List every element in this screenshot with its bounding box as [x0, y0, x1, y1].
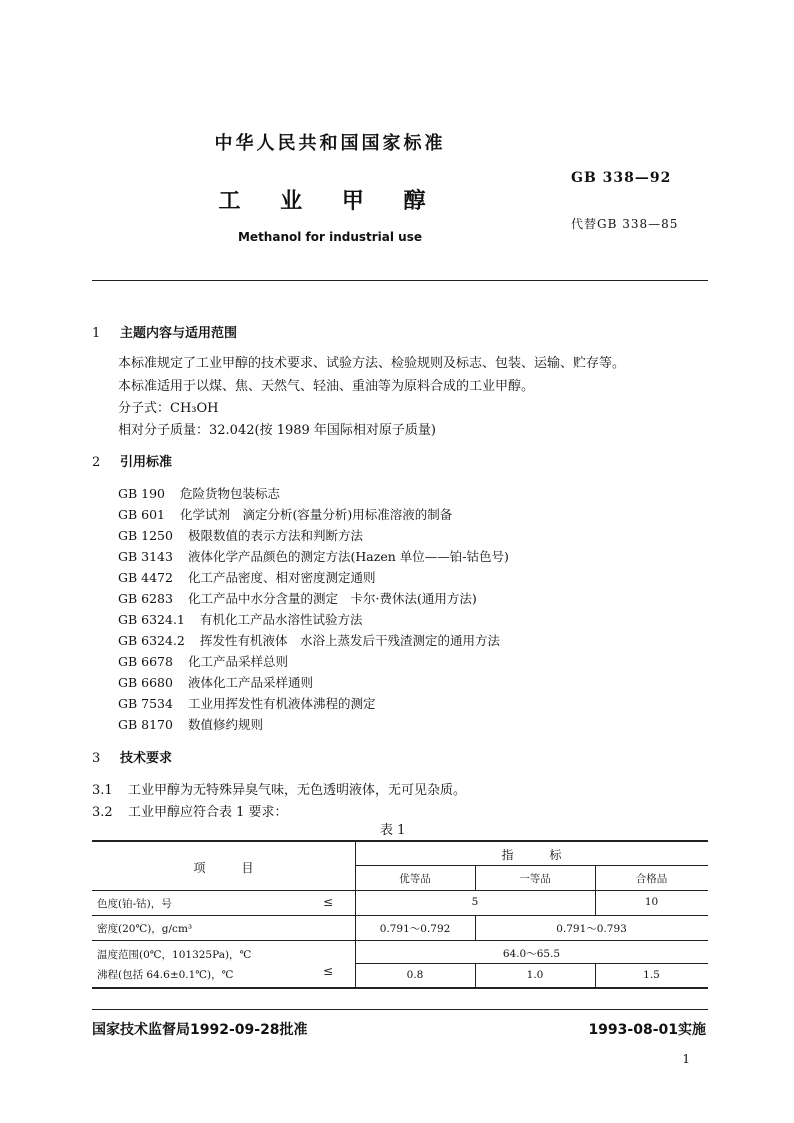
reference-code: GB 6283: [118, 591, 173, 606]
english-title: Methanol for industrial use: [237, 230, 422, 244]
row-label-color: 色度(铂-钴)，号: [97, 898, 172, 910]
clause-3-1: [92, 779, 466, 798]
replaces-standard: 代替GB 338—85: [571, 217, 679, 231]
clause-number: 3.1: [92, 783, 113, 798]
cell-density-premium: 0.791～0.792: [379, 923, 451, 935]
section-2-number: 2: [92, 455, 101, 470]
reference-item: [118, 547, 509, 565]
section-3-number: 3: [92, 751, 101, 766]
reference-item: [118, 526, 363, 544]
molecular-formula: 分子式：CH₃OH: [118, 401, 219, 416]
clause-number: 3.2: [92, 805, 113, 820]
reference-code: GB 601: [118, 507, 166, 522]
reference-item: [118, 484, 280, 502]
cell-color-qualified: 10: [644, 896, 659, 908]
row-label-density: 密度(20℃)，g/cm³: [97, 923, 193, 935]
cell-temp-range: 64.0～65.5: [502, 948, 561, 960]
standard-title: 中华人民共和国国家标准: [214, 133, 446, 154]
reference-title: 工业用挥发性有机液体沸程的测定: [188, 696, 376, 711]
reference-code: GB 6324.2: [118, 633, 185, 648]
table-line: [355, 841, 356, 988]
grade-qualified: 合格品: [635, 873, 668, 885]
reference-code: GB 6680: [118, 675, 173, 690]
reference-title: 数值修约规则: [188, 717, 264, 732]
reference-code: GB 8170: [118, 717, 173, 732]
table-bottom-rule: [92, 987, 708, 989]
reference-item: [118, 673, 313, 691]
table-line: [355, 865, 708, 866]
reference-code: GB 4472: [118, 570, 173, 585]
implementation-date: 1993-08-01实施: [588, 1022, 706, 1038]
reference-title: 极限数值的表示方法和判断方法: [188, 528, 364, 543]
approval-date: 国家技术监督局1992-09-28批准: [92, 1022, 308, 1038]
footer-divider: [92, 1009, 708, 1010]
section-3-title: 技术要求: [120, 751, 173, 766]
reference-title: 化学试剂 滴定分析(容量分析)用标准溶液的制备: [180, 507, 453, 522]
reference-item: [118, 505, 452, 523]
row-label-temp-range: 温度范围(0℃，101325Pa)，℃: [97, 949, 252, 961]
table-header-item: 项 目: [193, 861, 254, 875]
le-symbol: ≤: [323, 895, 334, 909]
section-1-line: 本标准规定了工业甲醇的技术要求、试验方法、检验规则及标志、包装、运输、贮存等。: [118, 356, 626, 371]
reference-item: [118, 652, 288, 670]
reference-item: [118, 589, 477, 607]
table-line: [92, 890, 708, 891]
reference-title: 液体化学产品颜色的测定方法(Hazen 单位——铂-钴色号): [188, 549, 509, 564]
grade-premium: 优等品: [399, 873, 431, 885]
reference-code: GB 7534: [118, 696, 173, 711]
table-header-index: 指 标: [501, 848, 562, 862]
le-symbol: ≤: [323, 964, 334, 978]
table-line: [355, 963, 708, 964]
section-1-title: 主题内容与适用范围: [120, 326, 238, 341]
reference-title: 危险货物包装标志: [180, 486, 281, 501]
section-2-heading: [92, 451, 172, 470]
section-1-line: 本标准适用于以煤、焦、天然气、轻油、重油等为原料合成的工业甲醇。: [118, 379, 535, 394]
document-code: GB 338—92: [571, 170, 672, 186]
reference-code: GB 1250: [118, 528, 173, 543]
reference-item: [118, 610, 363, 628]
table-caption: 表 1: [380, 823, 406, 838]
clause-3-2: [92, 801, 288, 820]
section-3-heading: [92, 747, 172, 766]
grade-first: 一等品: [519, 873, 551, 885]
cell-boiling-premium: 0.8: [406, 969, 424, 981]
clause-text: 工业甲醇为无特殊异臭气味，无色透明液体，无可见杂质。: [128, 783, 467, 798]
clause-text: 工业甲醇应符合表 1 要求：: [128, 805, 288, 820]
table-line: [92, 915, 708, 916]
section-1-number: 1: [92, 326, 101, 341]
reference-title: 化工产品采样总则: [188, 654, 289, 669]
reference-title: 有机化工产品水溶性试验方法: [200, 612, 363, 627]
cell-density-first-qualified: 0.791～0.793: [556, 923, 627, 935]
cell-color-premium-first: 5: [471, 896, 479, 908]
reference-title: 化工产品密度、相对密度测定通则: [188, 570, 376, 585]
row-label-boiling-range: 沸程(包括 64.6±0.1℃)，℃: [97, 969, 234, 981]
header-divider: [92, 280, 708, 281]
section-2-title: 引用标准: [120, 455, 173, 470]
reference-title: 挥发性有机液体 水浴上蒸发后干残渣测定的通用方法: [200, 633, 501, 648]
reference-title: 化工产品中水分含量的测定 卡尔·费休法(通用方法): [188, 591, 477, 606]
reference-code: GB 6324.1: [118, 612, 185, 627]
reference-item: [118, 715, 263, 733]
document-title: 工 业 甲 醇: [218, 189, 442, 214]
table-top-rule: [92, 840, 708, 842]
reference-item: [118, 694, 376, 712]
reference-item: [118, 568, 376, 586]
cell-boiling-first: 1.0: [526, 969, 544, 981]
section-1-heading: [92, 322, 237, 341]
reference-code: GB 6678: [118, 654, 173, 669]
cell-boiling-qualified: 1.5: [643, 969, 660, 981]
reference-title: 液体化工产品采样通则: [188, 675, 314, 690]
reference-code: GB 3143: [118, 549, 173, 564]
page-number: 1: [682, 1052, 690, 1066]
molecular-mass: 相对分子质量：32.042(按 1989 年国际相对原子质量): [118, 423, 436, 438]
reference-item: [118, 631, 500, 649]
table-line: [92, 940, 708, 941]
reference-code: GB 190: [118, 486, 166, 501]
